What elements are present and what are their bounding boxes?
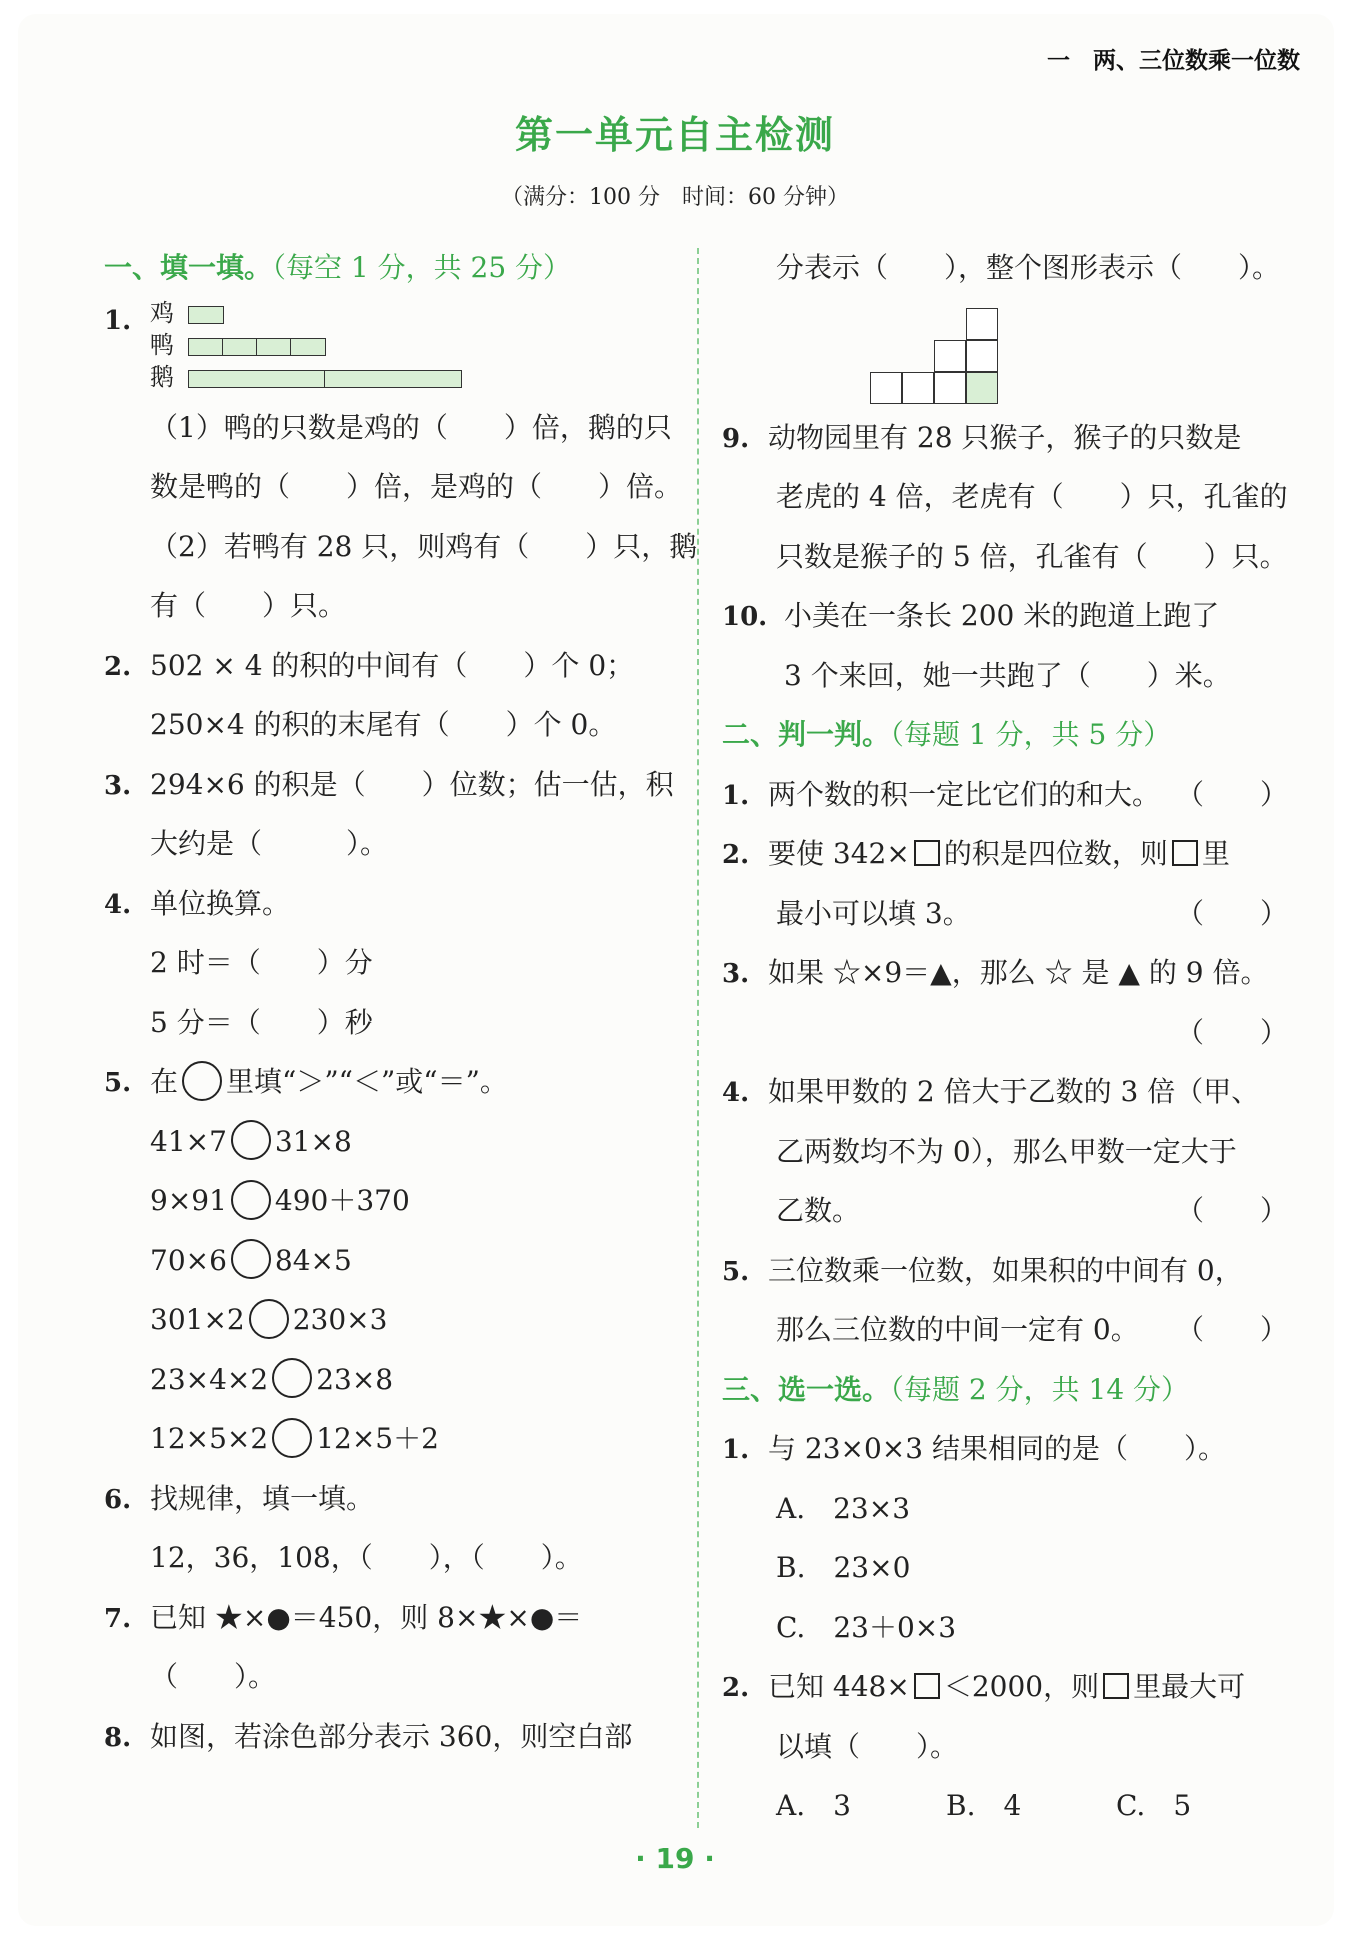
c2-option-a[interactable]: A. 3 [776, 1789, 851, 1822]
bar-segment [223, 339, 257, 355]
answer-bracket[interactable]: （ ） [1175, 896, 1288, 930]
q4-line [104, 874, 684, 934]
question-number: 9. [722, 423, 750, 454]
page-number: · 19 · [635, 1842, 715, 1875]
bar-segment [257, 339, 291, 355]
answer-bracket[interactable]: （ ） [1175, 1194, 1288, 1227]
compare-circle-icon[interactable] [231, 1180, 271, 1220]
comparison-right: 23×8 [316, 1362, 394, 1396]
question-text: 与 23×0×3 结果相同的是（ ）。 [768, 1432, 1226, 1465]
q8-staircase-figure [722, 298, 1302, 408]
section-title: 二、判一判。 [722, 718, 891, 751]
question-text: 动物园里有 28 只猴子，猴子的只数是 [768, 420, 1242, 454]
figure-square-shaded [966, 372, 998, 404]
question-number: 6. [104, 1484, 132, 1515]
bar-segment [325, 371, 461, 387]
section-judge-heading [722, 705, 1302, 765]
question-text: 294×6 的积是（ ）位数；估一估，积 [150, 767, 674, 801]
c2-line: 以填（ ）。 [776, 1729, 959, 1763]
question-text: 里 [1201, 837, 1230, 870]
score-time-info: （满分：100 分 时间：60 分钟） [501, 185, 849, 210]
c1-line [722, 1419, 1302, 1479]
question-number: 1. [104, 305, 132, 336]
j5-line [722, 1241, 1302, 1301]
question-number: 4. [104, 889, 132, 920]
section-choose-heading [722, 1360, 1302, 1420]
bar-segment [291, 339, 325, 355]
bar-chicken [188, 306, 224, 324]
answer-bracket[interactable]: （ ） [1175, 777, 1288, 811]
question-number: 3. [104, 770, 132, 801]
bar-row-chicken [150, 298, 186, 328]
blank-box-icon [914, 840, 940, 866]
comparison-left: 12×5×2 [150, 1422, 269, 1455]
q8-continued-line: 分表示（ ），整个图形表示（ ）。 [776, 251, 1281, 284]
comparison-right: 31×8 [274, 1124, 352, 1158]
question-number: 5. [104, 1068, 132, 1098]
right-column [722, 238, 1302, 1836]
compare-circle-icon[interactable] [272, 1418, 312, 1458]
section-note: （每空 1 分，共 25 分） [272, 251, 572, 284]
section-note: （每题 1 分，共 5 分） [890, 718, 1172, 751]
question-number: 4. [722, 1078, 750, 1108]
comparison-row [104, 1231, 684, 1291]
q10-line [722, 586, 1302, 646]
chapter-header: 一 两、三位数乘一位数 [1047, 48, 1300, 74]
page-title: 第一单元自主检测 [514, 113, 835, 157]
comparison-left: 9×91 [150, 1184, 227, 1217]
comparison-row [104, 1350, 684, 1410]
question-text: 如果甲数的 2 倍大于乙数的 3 倍（甲、 [768, 1075, 1260, 1108]
q4-line: 2 时＝（ ）分 [150, 946, 373, 979]
c2-options [722, 1776, 1302, 1836]
comparison-row [104, 1409, 684, 1469]
question-number: 7. [104, 1603, 132, 1634]
compare-circle-icon[interactable] [249, 1299, 289, 1339]
j3-line [722, 943, 1302, 1003]
j1-line [722, 765, 1302, 825]
c2-line [722, 1657, 1302, 1717]
question-text: 的积是四位数，则 [943, 837, 1168, 870]
q3-line: 大约是（ ）。 [150, 827, 389, 860]
column-divider [697, 248, 699, 1828]
blank-box-icon [1172, 840, 1198, 866]
j5-line [722, 1300, 1302, 1360]
bar-row-duck [150, 330, 186, 360]
question-number: 10. [722, 602, 768, 632]
q1-line: （2）若鸭有 28 只，则鸡有（ ）只，鹅 [150, 529, 698, 563]
q5-line [104, 1052, 684, 1112]
question-text: 两个数的积一定比它们的和大。 [768, 777, 1161, 811]
question-text: 在 [150, 1065, 179, 1098]
q10-line: 3 个来回，她一共跑了（ ）米。 [784, 658, 1231, 692]
q2-line [104, 636, 684, 696]
question-text: 502 × 4 的积的中间有（ ）个 0； [150, 648, 635, 682]
blank-box-icon [914, 1673, 940, 1699]
bar-label: 鹅 [150, 362, 174, 391]
bar-segment [189, 307, 223, 323]
compare-circle-icon[interactable] [231, 1120, 271, 1160]
section-note: （每题 2 分，共 14 分） [890, 1372, 1190, 1406]
comparison-right: 12×5＋2 [316, 1422, 439, 1455]
bar-label: 鸡 [150, 298, 174, 327]
bar-segment [189, 371, 325, 387]
j2-line [722, 824, 1302, 884]
c1-option-c[interactable]: C. 23＋0×3 [776, 1610, 957, 1644]
question-text: 里填“＞”“＜”或“＝”。 [226, 1065, 508, 1098]
c2-option-b[interactable]: B. 4 [946, 1789, 1022, 1822]
j3-line [722, 1003, 1302, 1063]
comparison-left: 23×4×2 [150, 1362, 269, 1396]
question-text: 最小可以填 3。 [776, 896, 971, 930]
bar-goose [188, 370, 462, 388]
question-number: 3. [722, 959, 750, 989]
section-title: 一、填一填。 [104, 251, 273, 284]
q9-line: 只数是猴子的 5 倍，孔雀有（ ）只。 [776, 539, 1288, 573]
question-number: 1. [722, 780, 750, 811]
j4-line [722, 1181, 1302, 1241]
question-number: 1. [722, 1435, 750, 1465]
bar-segment [189, 339, 223, 355]
comparison-row [104, 1112, 684, 1172]
j4-line [722, 1062, 1302, 1122]
q5-comparisons [104, 1112, 684, 1469]
section-title: 三、选一选。 [722, 1372, 891, 1406]
question-number: 5. [722, 1256, 750, 1287]
question-text: 已知 ★×●＝450，则 8×★×●＝ [150, 1600, 583, 1634]
q9-line: 老虎的 4 倍，老虎有（ ）只，孔雀的 [776, 480, 1288, 513]
left-column [104, 238, 698, 1766]
compare-circle-icon[interactable] [231, 1239, 271, 1279]
question-number: 2. [104, 651, 132, 682]
question-text: 找规律，填一填。 [150, 1481, 375, 1515]
figure-square [902, 372, 934, 404]
q4-line: 5 分＝（ ）秒 [150, 1005, 373, 1039]
question-number: 2. [722, 1673, 750, 1703]
question-text: 要使 342× [768, 837, 910, 870]
question-text: 如果 ☆×9＝▲，那么 ☆ 是 ▲ 的 9 倍。 [768, 956, 1269, 989]
c1-option-a[interactable]: A. 23×3 [776, 1491, 911, 1525]
j2-line [722, 884, 1302, 944]
c1-option-b[interactable]: B. 23×0 [776, 1551, 911, 1584]
question-text: 已知 448× [768, 1670, 910, 1703]
q2-line: 250×4 的积的末尾有（ ）个 0。 [150, 708, 617, 741]
question-text: 乙数。 [776, 1194, 861, 1227]
question-text: 如图，若涂色部分表示 360，则空白部 [150, 1719, 633, 1753]
figure-square [966, 308, 998, 340]
compare-circle-icon [182, 1061, 222, 1101]
comparison-row [104, 1290, 684, 1350]
q8-line [104, 1707, 684, 1767]
comparison-right: 84×5 [274, 1243, 352, 1277]
q6-line [104, 1469, 684, 1529]
question-text: 单位换算。 [150, 886, 291, 920]
q1-line: 有（ ）只。 [150, 589, 347, 622]
bar-label: 鸭 [150, 330, 174, 359]
comparison-right: 490＋370 [274, 1184, 410, 1217]
j4-line: 乙两数均不为 0），那么甲数一定大于 [776, 1134, 1237, 1168]
answer-bracket[interactable]: （ ） [1175, 1015, 1288, 1049]
question-text: 小美在一条长 200 米的跑道上跑了 [784, 599, 1220, 632]
compare-circle-icon[interactable] [272, 1358, 312, 1398]
comparison-left: 70×6 [150, 1243, 227, 1277]
q1-line: （1）鸭的只数是鸡的（ ）倍，鹅的只 [150, 410, 672, 444]
blank-box-icon [1103, 1673, 1129, 1699]
q1-line: 数是鸭的（ ）倍，是鸡的（ ）倍。 [150, 470, 683, 503]
figure-square [966, 340, 998, 372]
q6-line: 12，36，108，（ ），（ ）。 [150, 1541, 583, 1574]
q1-bar-figure [104, 298, 684, 398]
comparison-left: 301×2 [150, 1303, 245, 1336]
section-fill-in-heading [104, 238, 684, 298]
question-text: 那么三位数的中间一定有 0。 [776, 1313, 1139, 1346]
q3-line [104, 755, 684, 815]
comparison-right: 230×3 [292, 1303, 388, 1336]
q7-line: （ ）。 [150, 1660, 277, 1693]
question-number: 8. [104, 1722, 132, 1753]
q9-line [722, 408, 1302, 468]
figure-square [934, 340, 966, 372]
answer-bracket[interactable]: （ ） [1175, 1313, 1288, 1346]
figure-square [934, 372, 966, 404]
question-number: 2. [722, 840, 750, 870]
c2-option-c[interactable]: C. 5 [1116, 1789, 1192, 1822]
question-text: ＜2000，则 [943, 1670, 1100, 1703]
bar-row-goose [150, 362, 186, 392]
q7-line [104, 1588, 684, 1648]
question-text: 三位数乘一位数，如果积的中间有 0， [768, 1253, 1243, 1287]
bar-duck [188, 338, 326, 356]
comparison-row [104, 1171, 684, 1231]
question-text: 里最大可 [1133, 1670, 1246, 1703]
comparison-left: 41×7 [150, 1124, 227, 1158]
figure-square [870, 372, 902, 404]
